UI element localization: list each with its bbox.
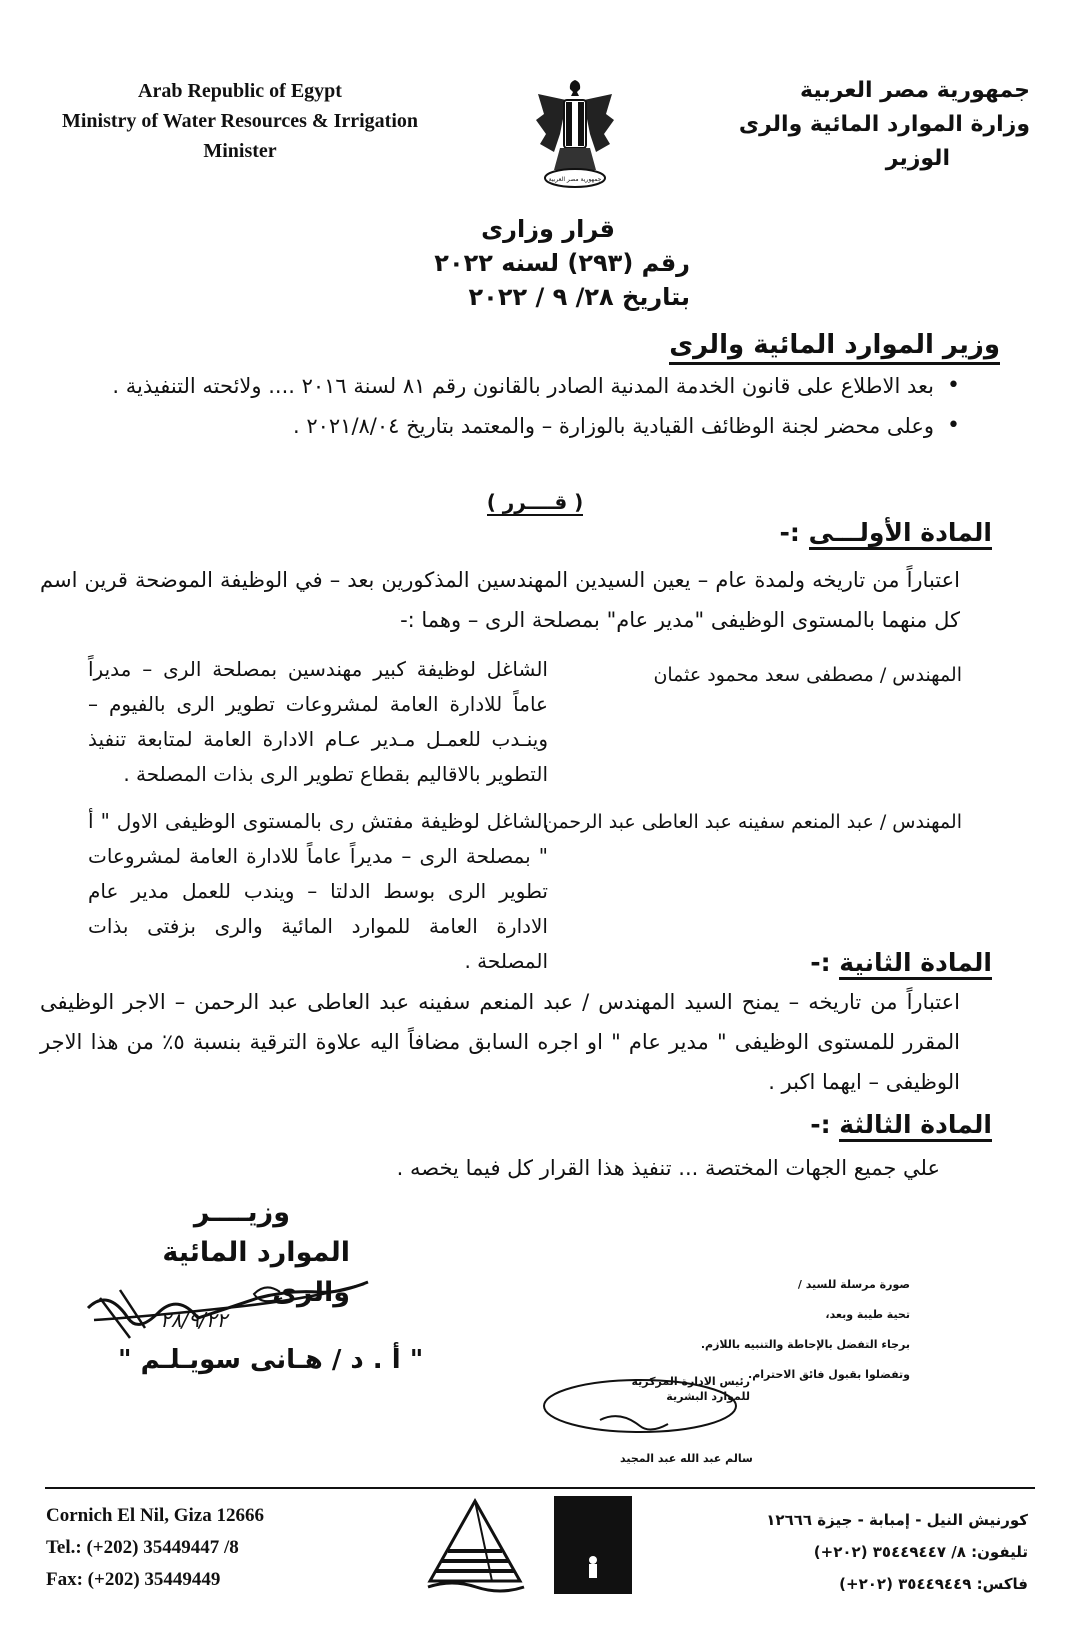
copy-note-line: صورة مرسلة للسيد / bbox=[797, 1278, 910, 1291]
article-1-title-suffix: :- bbox=[779, 518, 800, 547]
footer-fax-en: Fax: (+202) 35449449 bbox=[46, 1569, 221, 1590]
signatory-name: " أ . د / هـانى سويـلـم " bbox=[118, 1345, 424, 1375]
engineer-1-name: المهندس / مصطفى سعد محمود عثمان bbox=[653, 664, 962, 686]
header-ministry-en: Ministry of Water Resources & Irrigation bbox=[61, 110, 419, 132]
header-ministry-ar: وزارة الموارد المائية والرى bbox=[738, 112, 1030, 137]
decision-heading bbox=[470, 490, 600, 514]
emblem-caption: جمهورية مصر العربية bbox=[548, 176, 602, 183]
pyramid-logo-icon bbox=[420, 1495, 530, 1595]
article-2-title-text: المادة الثانية bbox=[839, 948, 992, 980]
copy-note-line: تحية طيبة وبعد، bbox=[825, 1308, 910, 1321]
footer-tel-en: Tel.: (+202) 35449447 /8 bbox=[46, 1537, 239, 1558]
header-country-en: Arab Republic of Egypt bbox=[138, 80, 342, 102]
header-minister-en: Minister bbox=[203, 140, 277, 162]
header-arabic bbox=[710, 74, 1030, 176]
copy-note-line: برجاء التفضل بالإحاطة والتنبيه باللازم. bbox=[700, 1338, 910, 1351]
article-1-title-text: المادة الأولـــى bbox=[809, 518, 992, 550]
signature-title-line2: الموارد المائية والرى bbox=[162, 1237, 350, 1308]
minister-heading: وزير الموارد المائية والرى bbox=[669, 330, 1000, 365]
decree-info bbox=[420, 212, 690, 314]
recital-item: • وعلى محضر لجنة الوظائف القيادية بالوزارة – والمعتمد بتاريخ ٢٠٢١/٨/٠٤ . bbox=[80, 406, 960, 446]
footer-arabic bbox=[708, 1504, 1028, 1600]
engineer-1-description: الشاغل لوظيفة كبير مهندسين بمصلحة الرى – مديراً عاماً للادارة العامة لمشروعات تطوير الرى بالفيوم – وينـدب للعمـل مـدير عـام الادارة العامة لمتابعة تنفيذ التطوير بالاقاليم بقطاع تطوير الرى بذات المصلحة . bbox=[88, 657, 548, 786]
footer-tel-ar: تليفون: ٨/ ٣٥٤٤٩٤٤٧ (٢٠٢+) bbox=[813, 1543, 1028, 1561]
signature-date: ٢٨/٩/٢٢ bbox=[160, 1308, 228, 1332]
recitals-list bbox=[80, 366, 960, 446]
handwritten-signature bbox=[80, 1268, 380, 1353]
article-3-title-text: المادة الثالثة bbox=[839, 1110, 992, 1142]
eagle-emblem-icon bbox=[530, 74, 620, 194]
engineer-2-description: الشاغل لوظيفة مفتش رى بالمستوى الوظيفى الاول " أ " بمصلحة الرى – مديراً عاماً للادارة العامة لمشروعات تطوير الرى بوسط الدلتا – ويندب للعمل مدير عام الادارة العامة للموارد المائية والرى بزفتى بذات المصلحة . bbox=[88, 809, 548, 973]
article-1-text: اعتباراً من تاريخه ولمدة عام – يعين السيدين المهندسين المذكورين بعد – في الوظيفة الموضحة قرين اسم كل منهما بالمستوى الوظيفى "مدير عام" بمصلحة الرى – وهما :- bbox=[40, 568, 960, 632]
article-2-title bbox=[810, 948, 992, 977]
footer-english bbox=[46, 1500, 264, 1596]
article-3-title bbox=[810, 1110, 992, 1139]
engineer-2-name: المهندس / عبد المنعم سفينه عبد العاطى عبد الرحمن bbox=[543, 811, 962, 833]
header-minister-ar: الوزير bbox=[885, 146, 950, 171]
decree-number: رقم (٢٩٣) لسنه ٢٠٢٢ bbox=[434, 249, 690, 277]
recital-item: • بعد الاطلاع على قانون الخدمة المدنية الصادر بالقانون رقم ٨١ لسنة ٢٠١٦ .... ولائحته التنفيذية . bbox=[80, 366, 960, 406]
decree-date: بتاريخ ٢٨/ ٩ / ٢٠٢٢ bbox=[468, 283, 690, 311]
ministry-logo-icon bbox=[554, 1496, 632, 1594]
decision-heading-text: ( قــــرر ) bbox=[486, 490, 584, 514]
footer-address-ar: كورنيش النيل - إمبابة - جيزة ١٢٦٦٦ bbox=[766, 1511, 1028, 1529]
article-2-title-suffix: :- bbox=[810, 948, 831, 977]
header-english bbox=[40, 76, 440, 166]
footer-address-en: Cornich El Nil, Giza 12666 bbox=[46, 1505, 264, 1526]
article-3-text: علي جميع الجهات المختصة ... تنفيذ هذا القرار كل فيما يخصه . bbox=[396, 1156, 940, 1180]
footer-fax-ar: فاكس: ٣٥٤٤٩٤٤٩ (٢٠٢+) bbox=[839, 1575, 1028, 1593]
stamp-name: سالم عبد الله عبد المجيد bbox=[620, 1452, 753, 1465]
decree-title: قرار وزارى bbox=[481, 215, 615, 243]
copy-note-line: وتفضلوا بقبول فائق الاحترام. bbox=[748, 1368, 910, 1381]
article-3-title-suffix: :- bbox=[810, 1110, 831, 1139]
article-1-title bbox=[779, 518, 992, 547]
signature-title-line1: وزيــــر bbox=[193, 1197, 290, 1228]
article-2-text: اعتباراً من تاريخه – يمنح السيد المهندس / عبد المنعم سفينه عبد العاطى عبد الرحمن – الاجر الوظيفى المقرر للمستوى الوظيفى " مدير عام " او اجره السابق مضافاً اليه علاوة الترقية بنسبة ٥٪ من هذا الاجر الوظيفى – ايهما اكبر . bbox=[40, 990, 960, 1094]
stamp-title: رئيس الادارة المركزية للموارد البشرية bbox=[631, 1375, 750, 1403]
header-country-ar: جمهورية مصر العربية bbox=[800, 78, 1030, 103]
footer-divider bbox=[45, 1487, 1035, 1489]
